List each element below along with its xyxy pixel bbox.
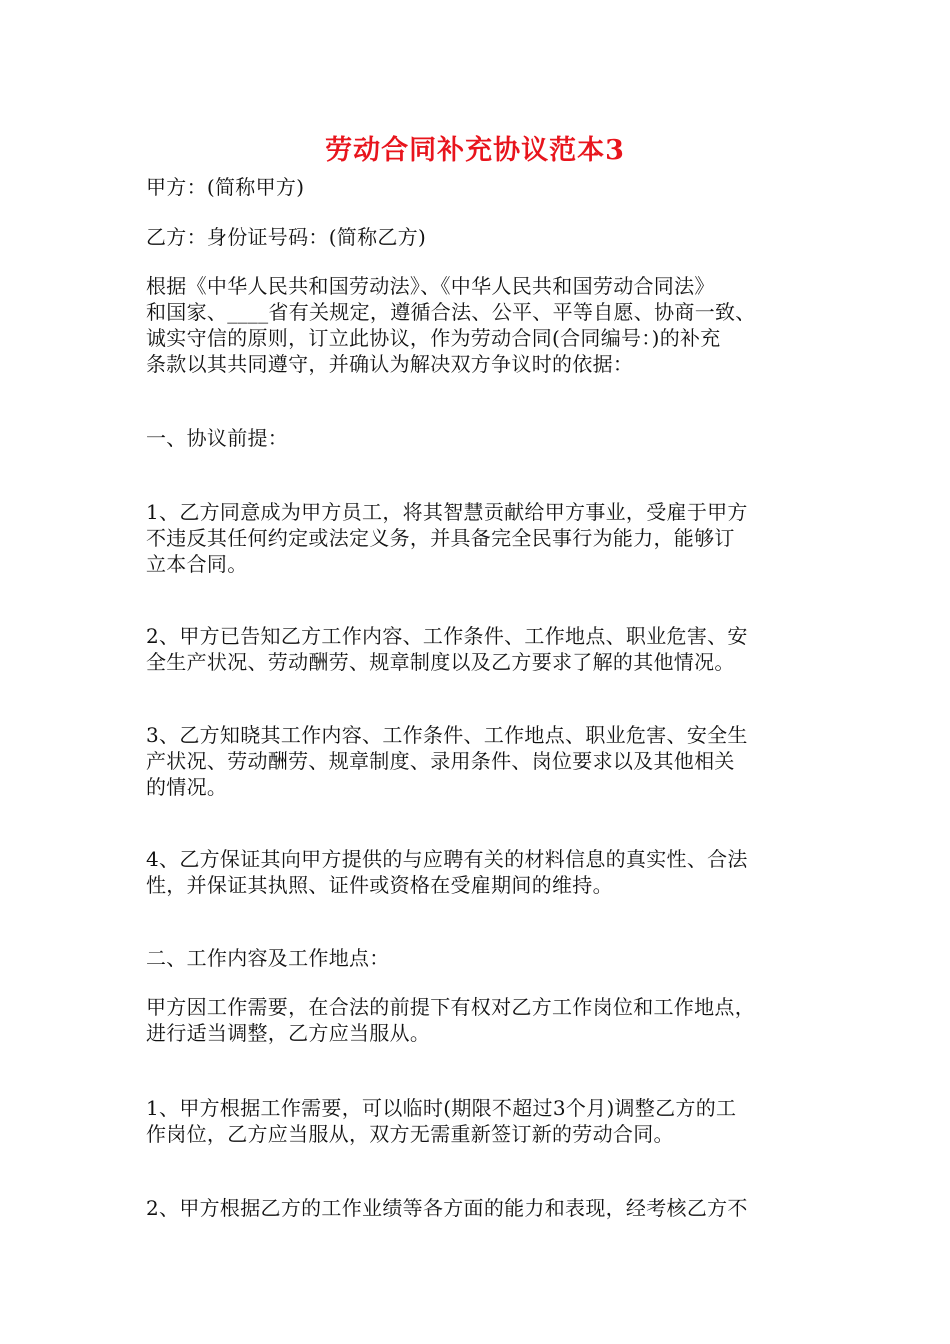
party-a-line: 甲方：(简称甲方)	[146, 175, 305, 199]
clause-2-2: 2、甲方根据乙方的工作业绩等各方面的能力和表现，经考核乙方不	[146, 1196, 748, 1220]
clause-1-3: 3、乙方知晓其工作内容、工作条件、工作地点、职业危害、安全生 产状况、劳动酬劳、规章制度、录用条件、岗位要求以及其他相关 的情况。	[146, 723, 748, 799]
clause-1-2: 2、甲方已告知乙方工作内容、工作条件、工作地点、职业危害、安 全生产状况、劳动酬劳、规章制度以及乙方要求了解的其他情况。	[146, 624, 748, 674]
clause-2-1: 1、甲方根据工作需要，可以临时(期限不超过3个月)调整乙方的工 作岗位，乙方应当服从，双方无需重新签订新的劳动合同。	[146, 1096, 737, 1146]
party-b-line: 乙方：身份证号码：(简称乙方)	[146, 225, 427, 249]
preamble-paragraph: 根据《中华人民共和国劳动法》、《中华人民共和国劳动合同法》 和国家、____省有关规定，遵循合法、公平、平等自愿、协商一致、 诚实守信的原则，订立此协议，作为劳动合同(合同编号：)的补充 条款以其共同遵守，并确认为解决双方争议时的依据：	[146, 274, 756, 376]
section-heading-1: 一、协议前提：	[146, 426, 289, 450]
document-title: 劳动合同补充协议范本3	[325, 135, 625, 166]
clause-1-1: 1、乙方同意成为甲方员工，将其智慧贡献给甲方事业，受雇于甲方 不违反其任何约定或法定义务，并具备完全民事行为能力，能够订 立本合同。	[146, 500, 748, 576]
section-2-intro: 甲方因工作需要，在合法的前提下有权对乙方工作岗位和工作地点， 进行适当调整，乙方应当服从。	[146, 995, 755, 1045]
section-heading-2: 二、工作内容及工作地点：	[146, 946, 390, 970]
clause-1-4: 4、乙方保证其向甲方提供的与应聘有关的材料信息的真实性、合法 性，并保证其执照、证件或资格在受雇期间的维持。	[146, 847, 748, 897]
